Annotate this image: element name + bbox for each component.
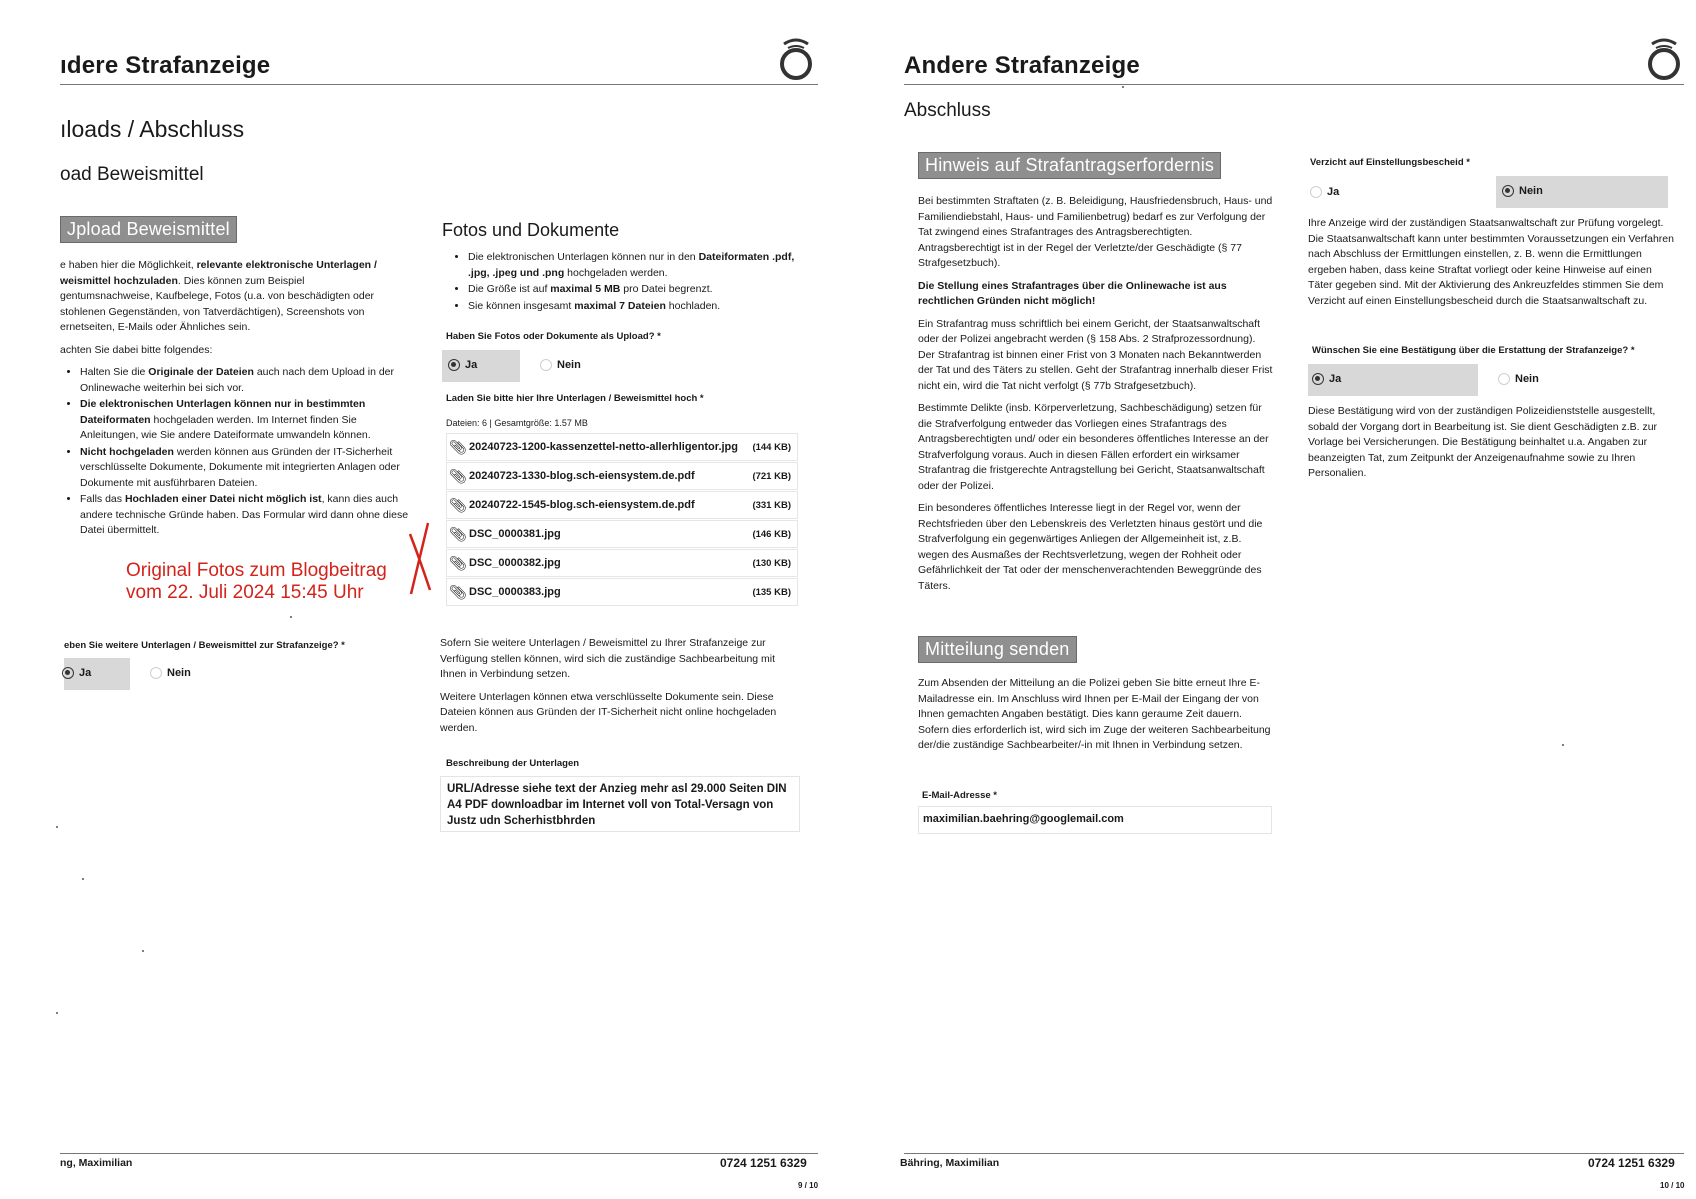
- page-header-title: ıdere Strafanzeige: [60, 52, 271, 79]
- paperclip-icon: 📎︎: [449, 438, 467, 455]
- files-summary: Dateien: 6 | Gesamtgröße: 1.57 MB: [446, 418, 588, 428]
- hint-text: Bei bestimmten Straftaten (z. B. Beleidigung, Hausfriedensbruch, Haus- und Familiendiebstahl, Haus- und Familienbetrug) bedarf es zur Verfolgung der Tat zwingend eines Strafantrages des Antragsberechtigten. Antragsberechtigt ist in der Regel der Verletzte/der Geschädigte (§ 77 Strafgesetzbuch). Die Stellung eines Strafantrages über die Onlinewache ist aus rechtlichen Gründen nicht möglich! Ein Strafantrag muss schriftlich bei einem Gericht, der Staatsanwaltschaft oder der Polizei angebracht werden (§ 158 Abs. 2 Strafprozessordnung). Der Strafantrag ist binnen einer Frist von 3 Monaten nach Bekanntwerden der Tat und des Täters zu stellen. Geht der Strafantrag innerhalb dieser Frist nicht ein, wird die Tat nicht verfolgt (§ 77b Strafgesetzbuch). Bestimmte Delikte (insb. Körperverletzung, Sachbeschädigung) setzen für die Strafverfolgung entweder das Vorliegen eines Strafantrags des Antragsberechtigten und/ oder ein besonderes öffentliches Interesse an der Strafverfolgung voraus. Auch in diesen Fällen erfordert ein wirksamer Strafantrag die fristgerechte Antragstellung bei Gericht, Staatsanwaltschaft oder der Polizei. Ein besonderes öffentliches Interesse liegt in der Regel vor, wenn der Rechtsfrieden über den Lebenskreis des Verletzten hinaus gestört und die Strafverfolgung ein gegenwärtiges Anliegen der Allgemeinheit ist, z.B. wegen des Ausmaßes der Rechtsverletzung, wegen der Rohheit oder Gefährlichkeit der Tat oder der menschenverachtenden Beweggründe des Täters.: [918, 195, 1273, 592]
- upload-instruction: Laden Sie bitte hier Ihre Unterlagen / Beweismittel hoch *: [446, 393, 704, 404]
- section-band-hint: Hinweis auf Strafantragserfordernis: [918, 152, 1221, 179]
- uploaded-file-row[interactable]: 📎︎ DSC_0000382.jpg (130 KB): [446, 549, 798, 577]
- further-info: Sofern Sie weitere Unterlagen / Beweismittel zu Ihrer Strafanzeige zur Verfügung stellen können, wird sich die zuständige Sachbearbeitung mit Ihnen in Verbindung setzen. Weitere Unterlagen können etwa verschlüsselte Dokumente sein. Diese Dateien können aus Gründen der IT-Sicherheit nicht online hochgeladen werden.: [440, 637, 777, 734]
- uploaded-file-row[interactable]: 📎︎ 20240723-1330-blog.sch-eiensystem.de.pdf (721 KB): [446, 462, 798, 490]
- paperclip-icon: 📎︎: [449, 583, 467, 600]
- list-item: • Die elektronischen Unterlagen können nur in bestimmten Dateiformaten hochgeladen werden. Im Internet finden Sie Anleitungen, wie Sie andere Dateiformate umwandeln können.: [80, 397, 415, 444]
- scan-speck: [56, 1012, 58, 1014]
- further-no-radio[interactable]: Nein: [150, 667, 191, 679]
- paperclip-icon: 📎︎: [449, 554, 467, 571]
- further-docs-question: eben Sie weitere Unterlagen / Beweismittel zur Strafanzeige? *: [64, 640, 345, 651]
- footer-page-number: 10 / 10: [1660, 1181, 1685, 1190]
- footer-name: Bähring, Maximilian: [900, 1157, 1000, 1169]
- radio-selected-icon: [448, 359, 460, 371]
- list-item: • Die elektronischen Unterlagen können nur in den Dateiformaten .pdf, .jpg, .jpeg und .png hochgeladen werden.: [468, 250, 798, 281]
- photos-rules: [448, 250, 798, 315]
- email-label: E-Mail-Adresse *: [922, 790, 997, 801]
- upload-yes-radio[interactable]: Ja: [448, 359, 477, 371]
- handwritten-annotation: Original Fotos zum Blogbeitrag vom 22. Juli 2024 15:45 Uhr: [126, 560, 387, 603]
- further-yes-radio[interactable]: Ja: [62, 667, 91, 679]
- waiver-label: Verzicht auf Einstellungsbescheid *: [1310, 157, 1470, 168]
- scan-speck: [82, 878, 84, 880]
- page-9: [0, 0, 820, 1199]
- note-lead: achten Sie dabei bitte folgendes:: [60, 343, 213, 356]
- description-field[interactable]: URL/Adresse siehe text der Anzieg mehr asl 29.000 Seiten DIN A4 PDF downloadbar im Internet voll von Total-Versagn von Justz udn Scherhistbhrden: [440, 776, 800, 832]
- upload-intro: e haben hier die Möglichkeit, relevante elektronische Unterlagen / weismittel hochzuladen. Dies können zum Beispiel gentumsnachweise, Kaufbelege, Fotos (u.a. von beschädigten oder stohlenen Gegenständen, von Tatverdächtigen), Screenshots von ernetseiten, E-Mails oder Ähnliches sein. achten Sie dabei bitte folgendes: • Halten Sie die Originale der Dateien auch nach dem Upload in der Onlinewache weiterhin bei sich vor. • Die elektronischen Unterlagen können nur in bestimmten Dateiformaten hochgeladen werden. Im Internet finden Sie Anleitungen, wie Sie andere Dateiformate umwandeln können. • Nicht hochgeladen werden können aus Gründen der IT-Sicherheit verschlüsselte Dokumente, Dokumente mit integrierten Anlagen oder Dokumente mit ausführbaren Dateien. • Falls das Hochladen einer Datei nicht möglich ist, kann dies auch andere technische Gründe haben. Das Formular wird dann ohne diese Datei übermittelt.: [60, 258, 415, 540]
- list-item: • Sie können insgesamt maximal 7 Dateien hochladen.: [468, 299, 798, 315]
- police-logo-icon: [776, 36, 816, 82]
- confirm-text: Diese Bestätigung wird von der zuständigen Polizeidienststelle ausgestellt, sobald der Vorgang dort in Bearbeitung ist. Sie dient Geschädigten z.B. zur Vorlage bei Versicherungen. Die Bestätigung beinhaltet u.a. Angaben zur beanzeigten Tat, zum Zeitpunkt der Anzeigenaufnahme sowie zu Ihren Personalien.: [1308, 405, 1658, 479]
- confirm-no-radio[interactable]: Nein: [1498, 373, 1539, 385]
- paperclip-icon: 📎︎: [449, 496, 467, 513]
- radio-empty-icon: [1310, 186, 1322, 198]
- radio-empty-icon: [1498, 373, 1510, 385]
- footer-number: 0724 1251 6329: [1588, 1156, 1675, 1170]
- footer-page-number: 9 / 10: [798, 1181, 819, 1190]
- scan-speck: [1122, 86, 1124, 88]
- waiver-yes-radio[interactable]: Ja: [1310, 186, 1339, 198]
- scan-speck: [290, 616, 292, 618]
- page-header-title: Andere Strafanzeige: [904, 52, 1140, 79]
- radio-selected-icon: [1502, 185, 1514, 197]
- radio-selected-icon: [1312, 373, 1324, 385]
- scan-speck: [56, 826, 58, 828]
- subsection-title: oad Beweismittel: [60, 164, 204, 185]
- scan-speck: [1562, 744, 1564, 746]
- uploaded-file-row[interactable]: 📎︎ DSC_0000381.jpg (146 KB): [446, 520, 798, 548]
- upload-notes-list: [60, 365, 415, 539]
- uploaded-file-row[interactable]: 📎︎ 20240722-1545-blog.sch-eiensystem.de.pdf (331 KB): [446, 491, 798, 519]
- uploaded-file-row[interactable]: 📎︎ DSC_0000383.jpg (135 KB): [446, 578, 798, 606]
- upload-no-radio[interactable]: Nein: [540, 359, 581, 371]
- header-rule: [904, 84, 1684, 85]
- radio-selected-icon: [62, 667, 74, 679]
- scan-speck: [142, 950, 144, 952]
- section-band-upload: Jpload Beweismittel: [60, 216, 237, 243]
- email-field[interactable]: maximilian.baehring@googlemail.com: [918, 806, 1272, 834]
- confirm-label: Wünschen Sie eine Bestätigung über die Erstattung der Strafanzeige? *: [1312, 345, 1635, 356]
- footer-name: ng, Maximilian: [60, 1157, 133, 1169]
- upload-question: Haben Sie Fotos oder Dokumente als Upload? *: [446, 331, 661, 342]
- radio-empty-icon: [540, 359, 552, 371]
- waiver-text: Ihre Anzeige wird der zuständigen Staatsanwaltschaft zur Prüfung vorgelegt. Die Staatsanwaltschaft kann unter bestimmten Voraussetzungen ein Verfahren nach Abschluss der Ermittlungen einstellen, z. B. wenn die Ermittlungen ergeben haben, dass keine Straftat vorliegt oder keine Hinweise auf einen Täter gegeben sind. Mit der Aktivierung des Ankreuzfeldes stimmen Sie dem Verzicht auf einen Einstellungsbescheid durch die Staatsanwaltschaft zu.: [1308, 217, 1674, 307]
- list-item: • Halten Sie die Originale der Dateien auch nach dem Upload in der Onlinewache weiterhin bei sich vor.: [80, 365, 415, 396]
- description-label: Beschreibung der Unterlagen: [446, 758, 580, 769]
- footer-number: 0724 1251 6329: [720, 1156, 807, 1170]
- waiver-no-radio[interactable]: Nein: [1502, 185, 1543, 197]
- section-title: ıloads / Abschluss: [60, 116, 245, 142]
- red-cross-mark-icon: [406, 520, 434, 596]
- paperclip-icon: 📎︎: [449, 467, 467, 484]
- uploaded-file-row[interactable]: 📎︎ 20240723-1200-kassenzettel-netto-allerhligentor.jpg (144 KB): [446, 433, 798, 461]
- list-item: • Nicht hochgeladen werden können aus Gründen der IT-Sicherheit verschlüsselte Dokumente, Dokumente mit integrierten Anlagen oder Dokumente mit ausführbaren Dateien.: [80, 445, 415, 492]
- footer-rule: [904, 1153, 1684, 1154]
- list-item: • Die Größe ist auf maximal 5 MB pro Datei begrenzt.: [468, 282, 798, 298]
- send-text: Zum Absenden der Mitteilung an die Polizei geben Sie bitte erneut Ihre E-Mailadresse ein. Im Anschluss wird Ihnen per E-Mail der Eingang der von Ihnen gemachten Angaben bestätigt. Dies kann geraume Zeit dauern. Sofern dies erforderlich ist, wird sich im Zuge der weiteren Sachbearbeitung der/die zuständige Sachbearbeiter/-in mit Ihnen in Verbindung setzen.: [918, 677, 1271, 751]
- radio-empty-icon: [150, 667, 162, 679]
- section-band-send: Mitteilung senden: [918, 636, 1077, 663]
- confirm-yes-radio[interactable]: Ja: [1312, 373, 1341, 385]
- list-item: • Falls das Hochladen einer Datei nicht möglich ist, kann dies auch andere technische Gründe haben. Das Formular wird dann ohne diese Datei übermittelt.: [80, 492, 415, 539]
- photos-title: Fotos und Dokumente: [442, 220, 620, 240]
- uploaded-files-list: [446, 433, 798, 605]
- police-logo-icon: [1644, 36, 1684, 82]
- page-10: [876, 0, 1696, 1199]
- footer-rule: [60, 1153, 818, 1154]
- header-rule: [60, 84, 818, 85]
- paperclip-icon: 📎︎: [449, 525, 467, 542]
- section-title: Abschluss: [904, 100, 991, 121]
